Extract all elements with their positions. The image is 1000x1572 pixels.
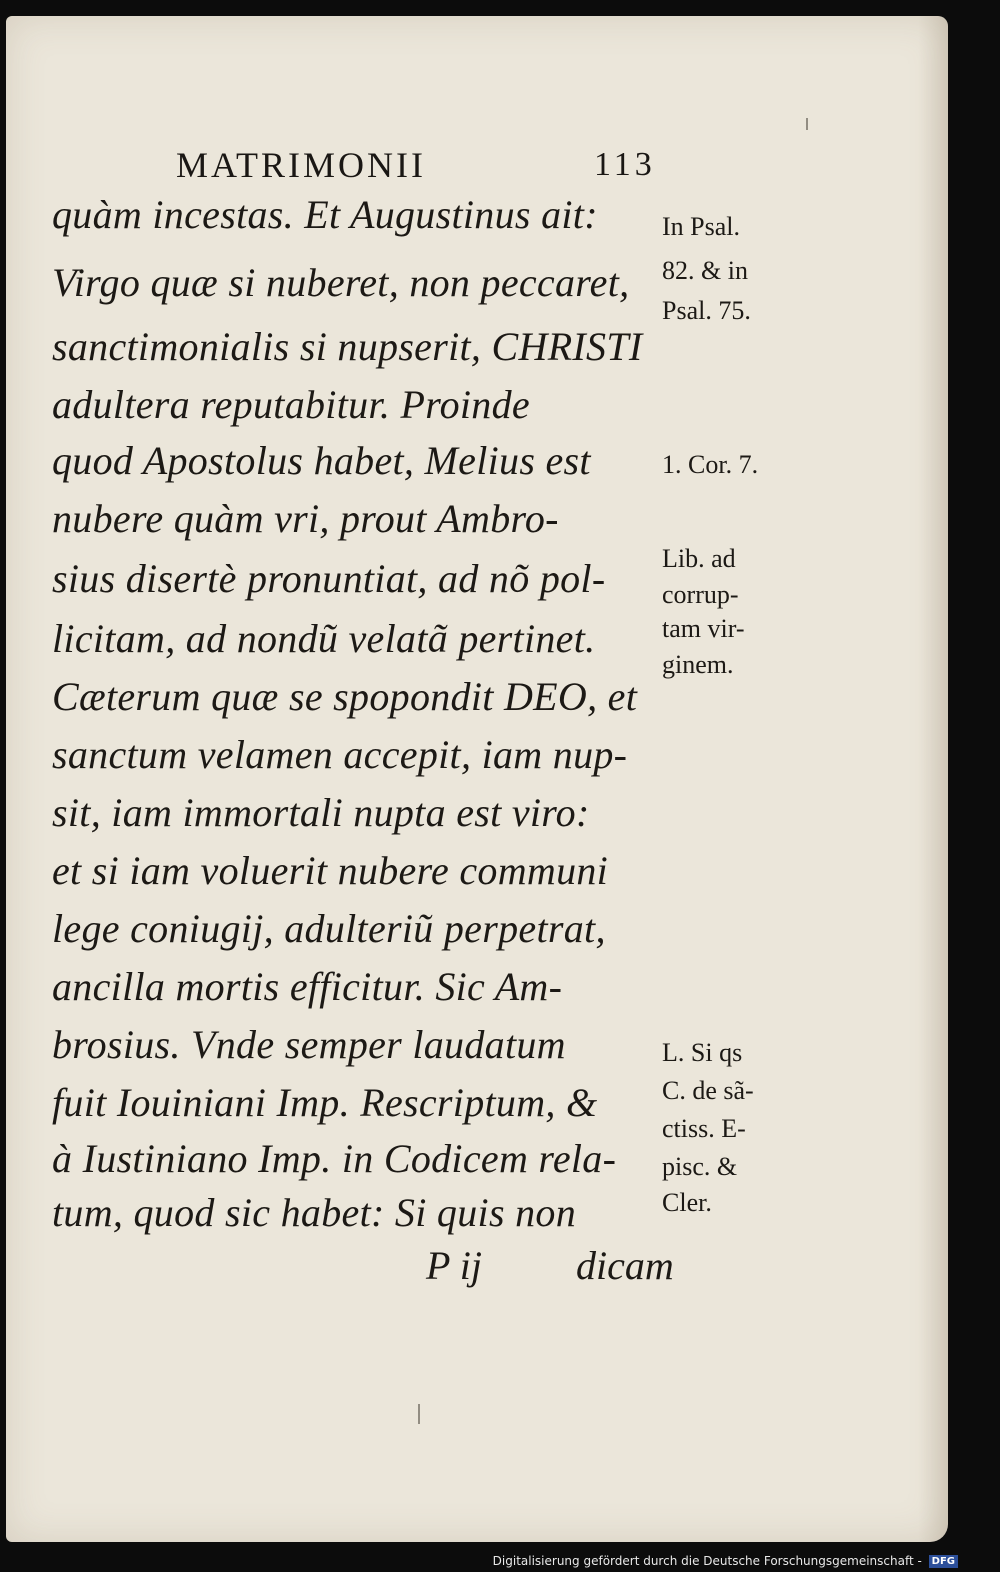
text-line: sanctimonialis si nupserit, CHRISTI <box>52 324 643 369</box>
page-speck <box>806 118 808 130</box>
credit-text: Digitalisierung gefördert durch die Deutsche Forschungsgemeinschaft - <box>492 1554 922 1568</box>
margin-note: tam vir- <box>662 614 745 643</box>
text-line: nubere quàm vri, prout Ambro- <box>52 496 559 541</box>
margin-note: C. de sã- <box>662 1076 754 1105</box>
catchword: dicam <box>576 1243 674 1288</box>
text-line: lege coniugij, adulteriũ perpetrat, <box>52 906 606 951</box>
margin-note: 82. & in <box>662 256 748 285</box>
margin-note: L. Si qs <box>662 1038 743 1067</box>
book-page <box>6 16 948 1542</box>
text-line: quod Apostolus habet, Melius est <box>52 438 591 483</box>
page-speck <box>418 1404 420 1424</box>
margin-note: ginem. <box>662 650 734 679</box>
text-line: ancilla mortis efficitur. Sic Am- <box>52 964 563 1009</box>
text-line: Cæterum quæ se spopondit DEO, et <box>52 674 638 719</box>
dfg-logo-badge: DFG <box>929 1555 958 1568</box>
text-line: sius disertè pronuntiat, ad nõ pol- <box>52 556 606 601</box>
text-line: sanctum velamen accepit, iam nup- <box>52 732 628 777</box>
margin-note: pisc. & <box>662 1152 738 1181</box>
text-line: Virgo quæ si nuberet, non peccaret, <box>52 260 630 305</box>
text-line: adultera reputabitur. Proinde <box>52 382 530 427</box>
margin-note: corrup- <box>662 580 739 609</box>
margin-note: Cler. <box>662 1188 712 1217</box>
running-head: MATRIMONII <box>176 145 426 185</box>
margin-note: In Psal. <box>662 212 740 241</box>
text-line: licitam, ad nondũ velatã pertinet. <box>52 616 596 661</box>
page-footer <box>426 1242 726 1292</box>
signature-mark: P ij <box>426 1243 482 1288</box>
text-line: sit, iam immortali nupta est viro: <box>52 790 590 835</box>
digitization-credit <box>493 1554 958 1568</box>
text-line: fuit Iouiniani Imp. Rescriptum, & <box>52 1080 598 1125</box>
text-line: tum, quod sic habet: Si quis non <box>52 1190 577 1235</box>
text-line: à Iustiniano Imp. in Codicem rela- <box>52 1136 617 1181</box>
margin-note: ctiss. E- <box>662 1114 746 1143</box>
text-line: quàm incestas. Et Augustinus ait: <box>52 192 598 237</box>
margin-note: Lib. ad <box>662 544 736 573</box>
text-line: brosius. Vnde semper laudatum <box>52 1022 566 1067</box>
margin-note: 1. Cor. 7. <box>662 450 759 479</box>
margin-note: Psal. 75. <box>662 296 751 325</box>
page-number: 113 <box>594 146 656 183</box>
text-line: et si iam voluerit nubere communi <box>52 848 609 893</box>
